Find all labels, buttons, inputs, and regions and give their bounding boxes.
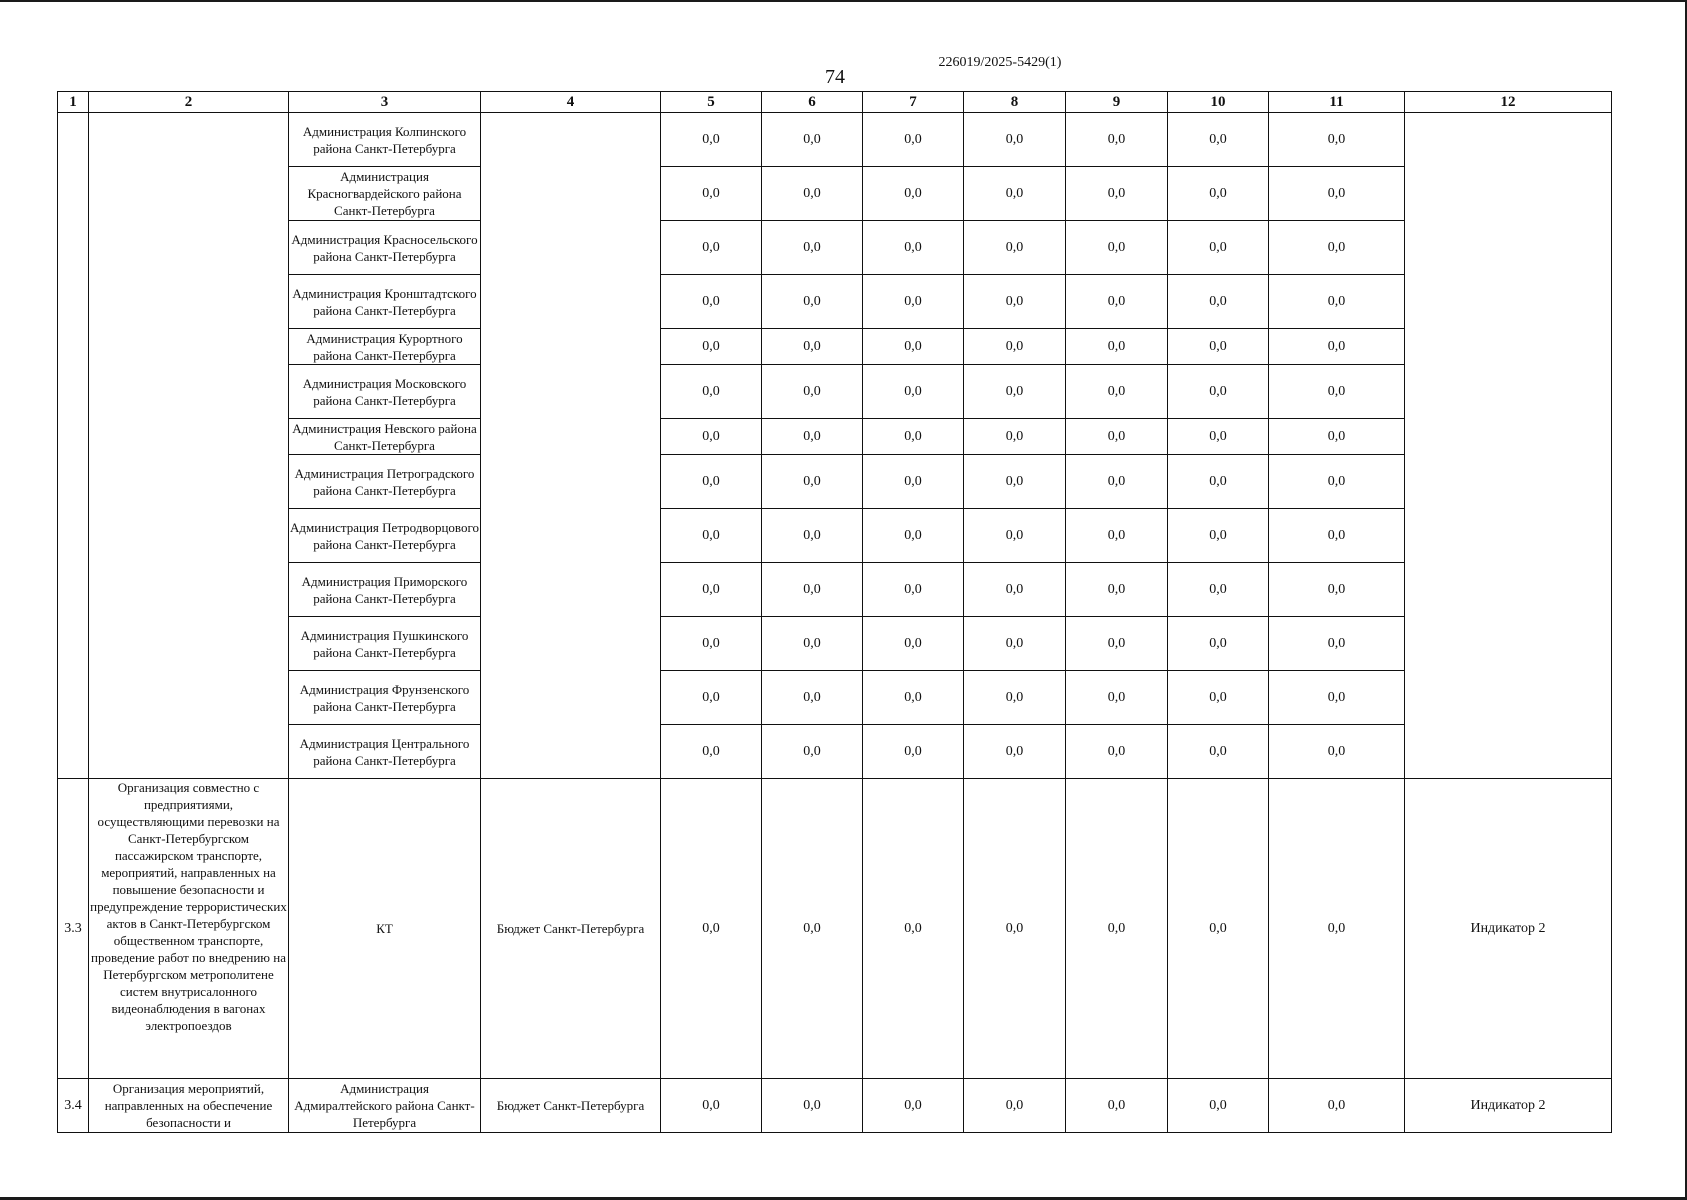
value-cell: 0,0 [762, 167, 863, 221]
executor-cell: Администрация Петроградского района Санкт-Петербурга [289, 455, 481, 509]
column-header: 1 [58, 92, 89, 113]
value-cell: 0,0 [1168, 563, 1269, 617]
value-cell: 0,0 [661, 221, 762, 275]
value-cell: 0,0 [762, 779, 863, 1079]
column-header: 2 [89, 92, 289, 113]
value-cell: 0,0 [762, 221, 863, 275]
value-cell: 0,0 [863, 1079, 964, 1133]
value-cell: 0,0 [964, 1079, 1066, 1133]
value-cell: 0,0 [1269, 671, 1405, 725]
value-cell: 0,0 [661, 671, 762, 725]
value-cell: 0,0 [661, 167, 762, 221]
value-cell: 0,0 [1066, 509, 1168, 563]
table-row [58, 365, 1612, 419]
value-cell: 0,0 [964, 275, 1066, 329]
table-row [58, 1079, 1612, 1133]
table-row [58, 617, 1612, 671]
value-cell: 0,0 [762, 419, 863, 455]
table-row [58, 671, 1612, 725]
value-cell: 0,0 [1168, 419, 1269, 455]
column-header: 9 [1066, 92, 1168, 113]
value-cell: 0,0 [964, 221, 1066, 275]
value-cell: 0,0 [964, 779, 1066, 1079]
column-header: 12 [1405, 92, 1612, 113]
value-cell: 0,0 [1168, 779, 1269, 1079]
value-cell: 0,0 [1269, 365, 1405, 419]
table-row [58, 275, 1612, 329]
value-cell: 0,0 [762, 455, 863, 509]
value-cell: 0,0 [964, 617, 1066, 671]
table-row [58, 221, 1612, 275]
value-cell: 0,0 [1168, 455, 1269, 509]
value-cell: 0,0 [1269, 113, 1405, 167]
value-cell: 0,0 [762, 509, 863, 563]
column-number-header-row [58, 92, 1612, 113]
row-number-cell: 3.4 [58, 1079, 89, 1133]
value-cell: 0,0 [661, 275, 762, 329]
indicator-cell: Индикатор 2 [1405, 779, 1612, 1079]
column-header: 5 [661, 92, 762, 113]
value-cell: 0,0 [762, 671, 863, 725]
indicator-cell-empty [1405, 113, 1612, 779]
value-cell: 0,0 [762, 563, 863, 617]
table-row [58, 167, 1612, 221]
executor-cell: Администрация Центрального района Санкт-Петербурга [289, 725, 481, 779]
value-cell: 0,0 [1269, 509, 1405, 563]
value-cell: 0,0 [863, 221, 964, 275]
table-row [58, 455, 1612, 509]
row-number-cell-empty [58, 113, 89, 779]
value-cell: 0,0 [1269, 167, 1405, 221]
executor-cell: Администрация Приморского района Санкт-Петербурга [289, 563, 481, 617]
value-cell: 0,0 [863, 617, 964, 671]
executor-cell: Администрация Фрунзенского района Санкт-Петербурга [289, 671, 481, 725]
value-cell: 0,0 [1168, 167, 1269, 221]
value-cell: 0,0 [1168, 509, 1269, 563]
value-cell: 0,0 [863, 509, 964, 563]
value-cell: 0,0 [1066, 725, 1168, 779]
value-cell: 0,0 [863, 167, 964, 221]
indicator-cell: Индикатор 2 [1405, 1079, 1612, 1133]
document-registration-number: 226019/2025-5429(1) [938, 55, 1062, 70]
executor-cell: Администрация Красносельского района Санкт-Петербурга [289, 221, 481, 275]
value-cell: 0,0 [964, 167, 1066, 221]
value-cell: 0,0 [762, 1079, 863, 1133]
value-cell: 0,0 [1066, 671, 1168, 725]
column-header: 11 [1269, 92, 1405, 113]
table-row [58, 509, 1612, 563]
value-cell: 0,0 [661, 329, 762, 365]
value-cell: 0,0 [863, 419, 964, 455]
executor-cell: Администрация Кронштадтского района Санкт-Петербурга [289, 275, 481, 329]
value-cell: 0,0 [1066, 1079, 1168, 1133]
value-cell: 0,0 [1269, 329, 1405, 365]
value-cell: 0,0 [661, 779, 762, 1079]
column-header: 10 [1168, 92, 1269, 113]
value-cell: 0,0 [964, 113, 1066, 167]
value-cell: 0,0 [1066, 365, 1168, 419]
value-cell: 0,0 [1168, 329, 1269, 365]
value-cell: 0,0 [1168, 365, 1269, 419]
value-cell: 0,0 [1066, 455, 1168, 509]
value-cell: 0,0 [1066, 419, 1168, 455]
table-body [58, 92, 1612, 1133]
value-cell: 0,0 [661, 617, 762, 671]
value-cell: 0,0 [1168, 671, 1269, 725]
value-cell: 0,0 [1269, 779, 1405, 1079]
funding-source-cell: Бюджет Санкт-Петербурга [481, 779, 661, 1079]
value-cell: 0,0 [1269, 725, 1405, 779]
description-cell-empty [89, 113, 289, 779]
value-cell: 0,0 [863, 275, 964, 329]
value-cell: 0,0 [1066, 617, 1168, 671]
value-cell: 0,0 [1168, 725, 1269, 779]
column-header: 4 [481, 92, 661, 113]
value-cell: 0,0 [762, 725, 863, 779]
value-cell: 0,0 [1269, 1079, 1405, 1133]
value-cell: 0,0 [762, 113, 863, 167]
table-row [58, 563, 1612, 617]
value-cell: 0,0 [762, 365, 863, 419]
value-cell: 0,0 [964, 365, 1066, 419]
value-cell: 0,0 [964, 455, 1066, 509]
value-cell: 0,0 [1066, 779, 1168, 1079]
scan-edge-top [0, 0, 1687, 2]
value-cell: 0,0 [964, 563, 1066, 617]
value-cell: 0,0 [1168, 1079, 1269, 1133]
value-cell: 0,0 [661, 1079, 762, 1133]
value-cell: 0,0 [863, 113, 964, 167]
value-cell: 0,0 [1168, 617, 1269, 671]
value-cell: 0,0 [1066, 563, 1168, 617]
page-number: 74 [825, 66, 845, 88]
value-cell: 0,0 [863, 563, 964, 617]
value-cell: 0,0 [1168, 113, 1269, 167]
value-cell: 0,0 [762, 329, 863, 365]
value-cell: 0,0 [1066, 329, 1168, 365]
column-header: 8 [964, 92, 1066, 113]
executor-cell: Администрация Колпинского района Санкт-Петербурга [289, 113, 481, 167]
row-number-cell: 3.3 [58, 779, 89, 1079]
funding-source-cell: Бюджет Санкт-Петербурга [481, 1079, 661, 1133]
value-cell: 0,0 [964, 671, 1066, 725]
executor-cell: Администрация Красногвардейского района Санкт-Петербурга [289, 167, 481, 221]
value-cell: 0,0 [661, 725, 762, 779]
executor-cell: Администрация Московского района Санкт-Петербурга [289, 365, 481, 419]
executor-cell: Администрация Курортного района Санкт-Петербурга [289, 329, 481, 365]
value-cell: 0,0 [1066, 221, 1168, 275]
value-cell: 0,0 [1066, 113, 1168, 167]
value-cell: 0,0 [863, 365, 964, 419]
value-cell: 0,0 [1066, 275, 1168, 329]
budget-table [57, 91, 1612, 1133]
value-cell: 0,0 [762, 617, 863, 671]
column-header: 3 [289, 92, 481, 113]
value-cell: 0,0 [661, 365, 762, 419]
table-row [58, 113, 1612, 167]
description-cell: Организация мероприятий, направленных на обеспечение безопасности и [89, 1079, 289, 1133]
value-cell: 0,0 [1269, 617, 1405, 671]
value-cell: 0,0 [1066, 167, 1168, 221]
table-row [58, 419, 1612, 455]
executor-cell: КТ [289, 779, 481, 1079]
description-cell: Организация совместно с предприятиями, осуществляющими перевозки на Санкт-Петербургском пассажирском транспорте, мероприятий, направленных на повышение безопасности и предупреждение террористических актов в Санкт-Петербургском общественном транспорте, проведение работ по внедрению на Петербургском метрополитене систем внутрисалонного видеонаблюдения в вагонах электропоездов [89, 779, 289, 1079]
value-cell: 0,0 [964, 419, 1066, 455]
value-cell: 0,0 [1269, 419, 1405, 455]
value-cell: 0,0 [863, 329, 964, 365]
table-row [58, 779, 1612, 1079]
value-cell: 0,0 [1168, 221, 1269, 275]
value-cell: 0,0 [863, 671, 964, 725]
value-cell: 0,0 [863, 725, 964, 779]
executor-cell: Администрация Адмиралтейского района Санкт-Петербурга [289, 1079, 481, 1133]
value-cell: 0,0 [1269, 455, 1405, 509]
value-cell: 0,0 [1168, 275, 1269, 329]
value-cell: 0,0 [661, 419, 762, 455]
value-cell: 0,0 [661, 509, 762, 563]
value-cell: 0,0 [964, 509, 1066, 563]
value-cell: 0,0 [661, 455, 762, 509]
table-row [58, 725, 1612, 779]
value-cell: 0,0 [964, 329, 1066, 365]
value-cell: 0,0 [661, 113, 762, 167]
funding-source-cell-empty [481, 113, 661, 779]
executor-cell: Администрация Пушкинского района Санкт-Петербурга [289, 617, 481, 671]
value-cell: 0,0 [863, 779, 964, 1079]
executor-cell: Администрация Петродворцового района Санкт-Петербурга [289, 509, 481, 563]
value-cell: 0,0 [762, 275, 863, 329]
executor-cell: Администрация Невского района Санкт-Петербурга [289, 419, 481, 455]
value-cell: 0,0 [1269, 563, 1405, 617]
value-cell: 0,0 [1269, 221, 1405, 275]
column-header: 6 [762, 92, 863, 113]
value-cell: 0,0 [863, 455, 964, 509]
column-header: 7 [863, 92, 964, 113]
value-cell: 0,0 [964, 725, 1066, 779]
value-cell: 0,0 [1269, 275, 1405, 329]
table-row [58, 329, 1612, 365]
value-cell: 0,0 [661, 563, 762, 617]
